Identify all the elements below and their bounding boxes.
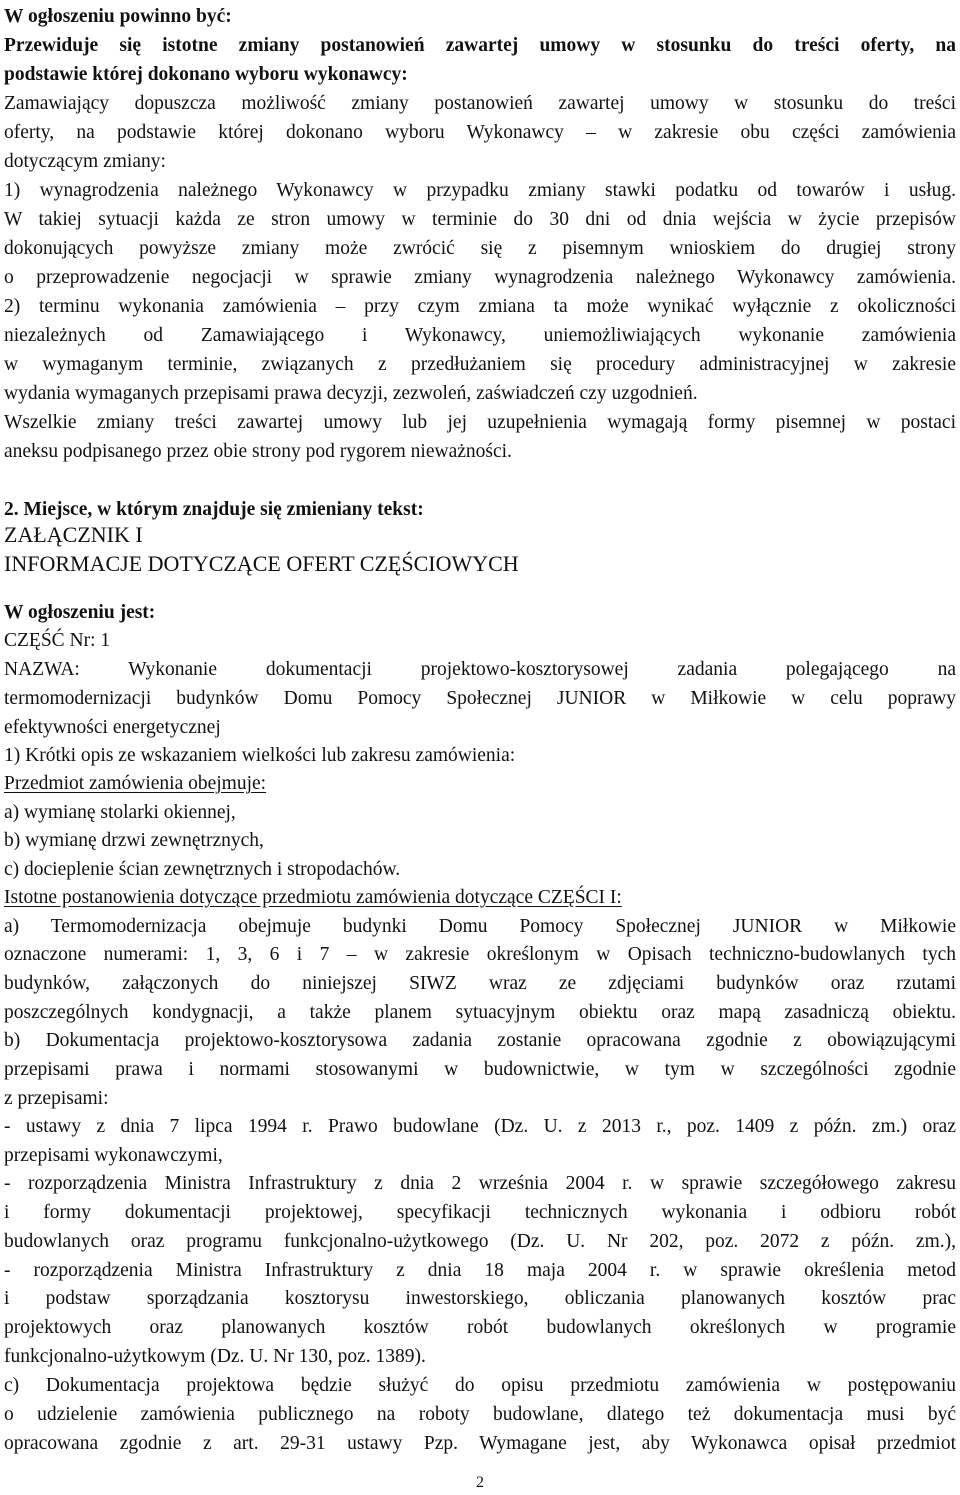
text-line: - rozporządzenia Ministra Infrastruktury z dnia 2 września 2004 r. w sprawie szczegółowego zakresu <box>4 1173 956 1194</box>
text-line: termomodernizacji budynków Domu Pomocy Społecznej JUNIOR w Miłkowie w celu poprawy <box>4 688 956 709</box>
text-line: a) wymianę stolarki okiennej, <box>4 802 236 823</box>
text-line: 1) Krótki opis ze wskazaniem wielkości lub zakresu zamówienia: <box>4 745 516 766</box>
text-line: Istotne postanowienia dotyczące przedmiotu zamówienia dotyczące CZĘŚCI I: <box>4 887 622 908</box>
text-line: o udzielenie zamówienia publicznego na roboty budowlane, dlatego też dokumentacja musi być <box>4 1404 956 1425</box>
text-line: z przepisami: <box>4 1088 109 1109</box>
text-line: efektywności energetycznej <box>4 717 221 738</box>
text-line: funkcjonalno-użytkowym (Dz. U. Nr 130, poz. 1389). <box>4 1346 426 1367</box>
text-line: aneksu podpisanego przez obie strony pod rygorem nieważności. <box>4 441 512 462</box>
text-line: INFORMACJE DOTYCZĄCE OFERT CZĘŚCIOWYCH <box>4 551 519 576</box>
text-line: i formy dokumentacji projektowej, specyfikacji technicznych wykonania i odbioru robót <box>4 1202 956 1223</box>
text-line: b) Dokumentacja projektowo-kosztorysowa zadania zostanie opracowana zgodnie z obowiązującymi <box>4 1030 956 1051</box>
text-line: i podstaw sporządzania kosztorysu inwestorskiego, obliczania planowanych kosztów prac <box>4 1288 956 1309</box>
text-line: przepisami prawa i normami stosowanymi w budownictwie, w tym w szczególności zgodnie <box>4 1059 956 1080</box>
page-number: 2 <box>476 1474 484 1491</box>
text-line: c) docieplenie ścian zewnętrznych i stropodachów. <box>4 859 401 880</box>
text-line: niezależnych od Zamawiającego i Wykonawcy, uniemożliwiających wykonanie zamówienia <box>4 325 956 346</box>
text-line: W ogłoszeniu jest: <box>4 602 156 623</box>
text-line: CZĘŚĆ Nr: 1 <box>4 630 111 651</box>
text-line: o przeprowadzenie negocjacji w sprawie zmiany wynagrodzenia należnego Wykonawcy zamówienia. <box>4 267 956 288</box>
text-line: dokonujących powyższe zmiany może zwrócić się z pisemnym wnioskiem do drugiej strony <box>4 238 956 259</box>
text-line: dotyczącym zmiany: <box>4 151 166 172</box>
text-line: Zamawiający dopuszcza możliwość zmiany postanowień zawartej umowy w stosunku do treści <box>4 93 956 114</box>
text-line: oferty, na podstawie której dokonano wyboru Wykonawcy – w zakresie obu części zamówienia <box>4 122 956 143</box>
text-line: oznaczone numerami: 1, 3, 6 i 7 – w zakresie określonym w Opisach techniczno-budowlanych tych <box>4 944 956 965</box>
text-line: Przewiduje się istotne zmiany postanowień zawartej umowy w stosunku do treści oferty, na <box>4 35 956 56</box>
text-line: budowlanych oraz programu funkcjonalno-użytkowego (Dz. U. Nr 202, poz. 2072 z późn. zm.), <box>4 1231 956 1252</box>
text-line: c) Dokumentacja projektowa będzie służyć do opisu przedmiotu zamówienia w postępowaniu <box>4 1375 956 1396</box>
text-line: NAZWA: Wykonanie dokumentacji projektowo-kosztorysowej zadania polegającego na <box>4 659 956 680</box>
text-line: wydania wymaganych przepisami prawa decyzji, zezwoleń, zaświadczeń czy uzgodnień. <box>4 383 698 404</box>
text-line: 2. Miejsce, w którym znajduje się zmieniany tekst: <box>4 499 424 520</box>
text-line: w wymaganym terminie, związanych z przedłużaniem się procedury administracyjnej w zakresie <box>4 354 956 375</box>
text-line: - ustawy z dnia 7 lipca 1994 r. Prawo budowlane (Dz. U. z 2013 r., poz. 1409 z późn. zm.) oraz <box>4 1116 956 1137</box>
text-line: podstawie której dokonano wyboru wykonawcy: <box>4 64 408 85</box>
text-line: a) Termomodernizacja obejmuje budynki Domu Pomocy Społecznej JUNIOR w Miłkowie <box>4 916 956 937</box>
text-line: 2) terminu wykonania zamówienia – przy czym zmiana ta może wynikać wyłącznie z okoliczności <box>4 296 956 317</box>
text-line: Przedmiot zamówienia obejmuje: <box>4 773 267 794</box>
text-line: budynków, załączonych do niniejszej SIWZ wraz ze zdjęciami budynków oraz rzutami <box>4 973 956 994</box>
text-line: ZAŁĄCZNIK I <box>4 522 143 547</box>
text-line: W takiej sytuacji każda ze stron umowy w terminie do 30 dni od dnia wejścia w życie przepisów <box>4 209 956 230</box>
text-line: opracowana zgodnie z art. 29-31 ustawy Pzp. Wymagane jest, aby Wykonawca opisał przedmiot <box>4 1433 956 1454</box>
text-line: b) wymianę drzwi zewnętrznych, <box>4 830 264 851</box>
text-line: 1) wynagrodzenia należnego Wykonawcy w przypadku zmiany stawki podatku od towarów i usług. <box>4 180 956 201</box>
text-line: - rozporządzenia Ministra Infrastruktury z dnia 18 maja 2004 r. w sprawie określenia metod <box>4 1260 956 1281</box>
text-line: Wszelkie zmiany treści zawartej umowy lub jej uzupełnienia wymagają formy pisemnej w postaci <box>4 412 956 433</box>
text-line: przepisami wykonawczymi, <box>4 1145 223 1166</box>
text-line: poszczególnych kondygnacji, a także planem sytuacyjnym obiektu oraz mapą zasadniczą obiektu. <box>4 1002 956 1023</box>
text-line: projektowych oraz planowanych kosztów robót budowlanych określonych w programie <box>4 1317 956 1338</box>
text-line: W ogłoszeniu powinno być: <box>4 6 232 27</box>
